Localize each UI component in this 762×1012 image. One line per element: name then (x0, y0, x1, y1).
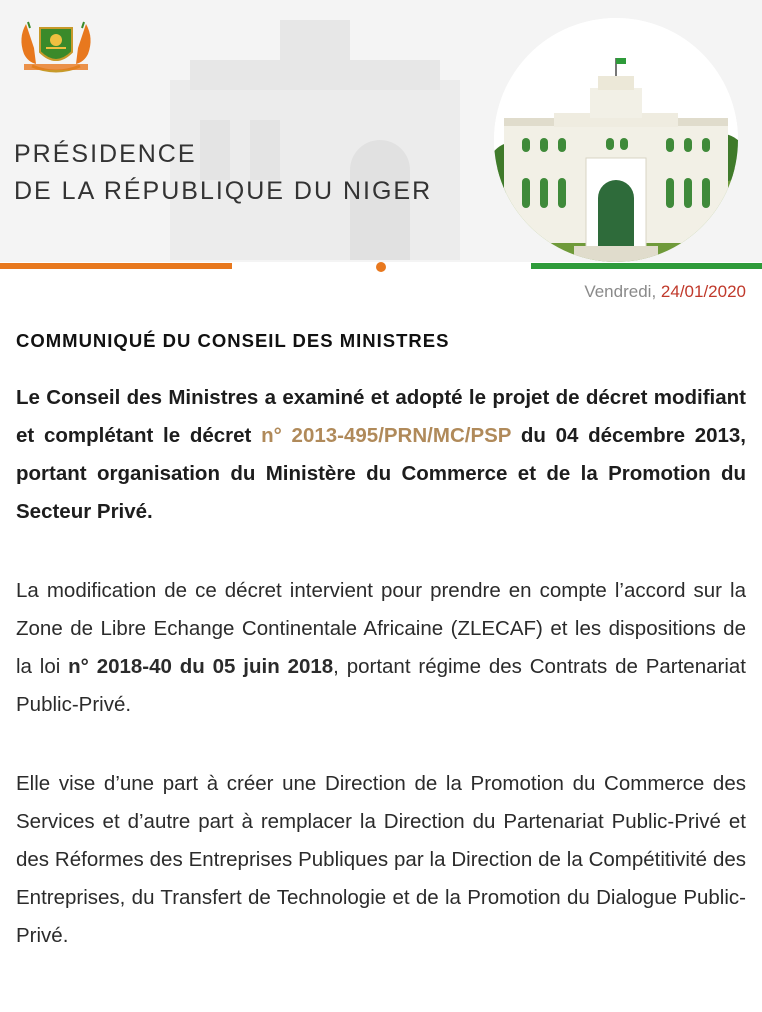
paragraph-1-text-a: Le Conseil des Ministres a examiné et adopté le projet de décret modifiant et complétant le décret (16, 386, 746, 447)
date-day: Vendredi, (584, 282, 657, 301)
communique-title: COMMUNIQUÉ DU CONSEIL DES MINISTRES (16, 330, 450, 351)
divider-orange (0, 263, 232, 269)
law-reference: n° 2018-40 du 05 juin 2018 (68, 655, 334, 678)
paragraph-2-text-a: La modification de ce décret intervient pour prendre en compte l’accord sur la Zone de Libre Echange Continentale Africaine (ZLECAF) et les dispositions de la loi (16, 579, 746, 678)
paragraph-3: Elle vise d’une part à créer une Direction de la Promotion du Commerce des Services et d’autre part à remplacer la Direction du Partenariat Public-Privé et des Réformes des Entreprises Publiques par la Direction de la Compétitivité des Entreprises, du Transfert de Technologie et de la Promotion du Dialogue Public-Privé. (16, 772, 746, 947)
date-value: 24/01/2020 (660, 282, 746, 301)
paragraph-1 (16, 379, 746, 531)
paragraph-1-text-b: du 04 décembre 2013, portant organisation du Ministère du Commerce et de la Promotion du Secteur Privé. (16, 424, 746, 523)
paragraph-2 (16, 572, 746, 724)
decree-reference: n° 2013-495/PRN/MC/PSP (261, 424, 512, 447)
publication-date (584, 282, 746, 302)
header-banner (0, 0, 762, 262)
header-line-republique: DE LA RÉPUBLIQUE DU NIGER (14, 177, 433, 205)
niger-coat-of-arms-icon (14, 18, 98, 76)
presidential-palace-photo (494, 18, 738, 262)
background-building-illustration (150, 20, 480, 260)
divider-dot (376, 262, 386, 272)
header-line-presidence: PRÉSIDENCE (14, 140, 197, 168)
divider-green (531, 263, 762, 269)
paragraph-2-text-b: , portant régime des Contrats de Partenariat Public-Privé. (16, 655, 746, 716)
